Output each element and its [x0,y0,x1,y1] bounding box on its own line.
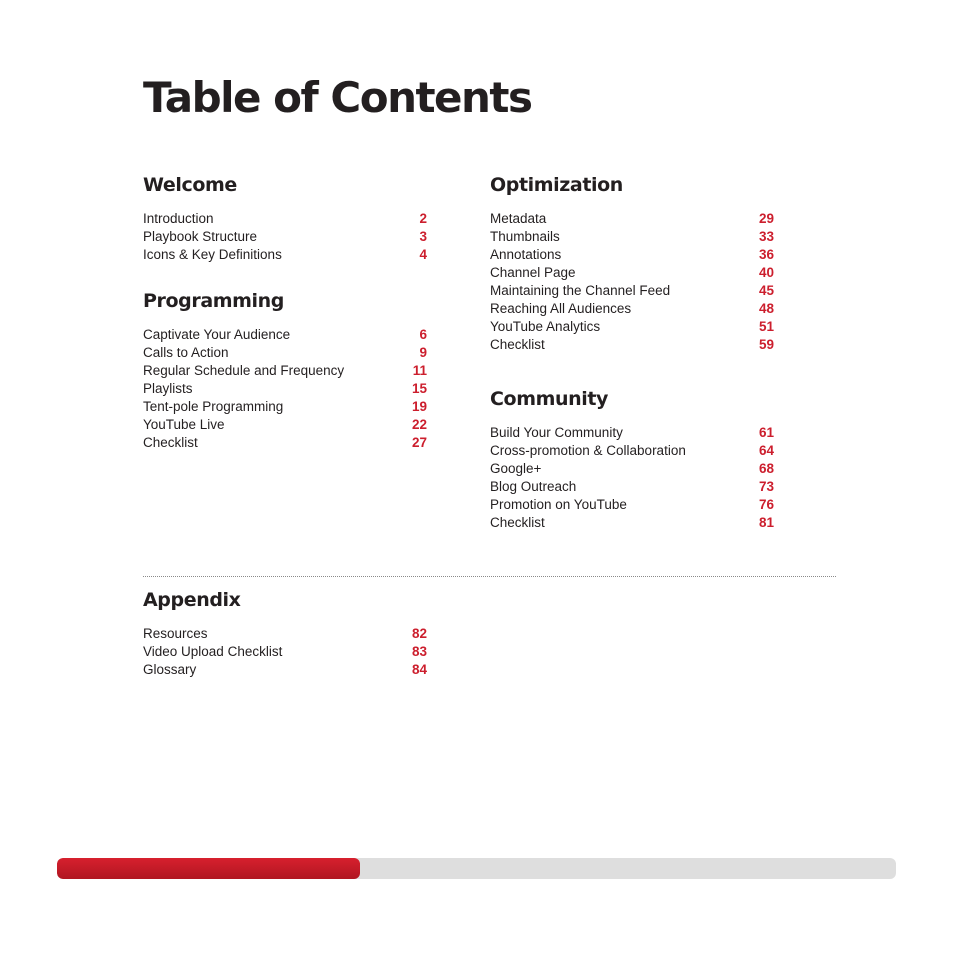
toc-entry[interactable] [490,336,774,354]
section-programming [143,289,427,452]
toc-entry-page-number: 45 [758,283,774,298]
toc-entry-page-number: 11 [412,363,427,378]
toc-entry[interactable] [490,228,774,246]
entry-list [143,625,427,679]
toc-entry-page-number: 61 [758,425,774,440]
toc-entry[interactable] [490,210,774,228]
toc-entry[interactable] [143,661,427,679]
toc-entry-page-number: 59 [758,337,774,352]
toc-entry[interactable] [143,398,427,416]
toc-entry-title: Introduction [143,211,214,226]
toc-entry[interactable] [490,460,774,478]
toc-entry-title: Regular Schedule and Frequency [143,363,345,378]
toc-entry[interactable] [143,416,427,434]
toc-entry[interactable] [490,300,774,318]
toc-entry-title: Checklist [490,337,545,352]
toc-entry-page-number: 4 [419,247,427,262]
toc-entry[interactable] [143,434,427,452]
toc-entry[interactable] [143,228,427,246]
toc-entry-title: Annotations [490,247,562,262]
toc-entry-page-number: 64 [758,443,774,458]
toc-entry[interactable] [143,326,427,344]
section-heading-appendix: Appendix [143,589,241,611]
page-title: Table of Contents [143,73,532,122]
toc-entry-title: Playbook Structure [143,229,258,244]
toc-entry-page-number: 82 [411,626,427,641]
toc-entry[interactable] [490,496,774,514]
toc-entry-title: Checklist [490,515,545,530]
toc-entry-title: Blog Outreach [490,479,577,494]
toc-entry-page-number: 84 [411,662,427,677]
toc-entry[interactable] [143,380,427,398]
toc-entry[interactable] [143,362,427,380]
entry-list [490,424,774,532]
toc-entry-page-number: 83 [411,644,427,659]
toc-entry-page-number: 15 [411,381,427,396]
section-heading-welcome: Welcome [143,174,237,196]
toc-entry[interactable] [143,625,427,643]
section-welcome [143,173,427,264]
toc-entry-title: Build Your Community [490,425,623,440]
section-divider [143,576,836,577]
toc-entry-page-number: 48 [758,301,774,316]
toc-entry-page-number: 9 [419,345,427,360]
toc-entry[interactable] [490,442,774,460]
toc-entry[interactable] [490,424,774,442]
toc-entry-title: Playlists [143,381,193,396]
toc-entry-title: YouTube Live [143,417,225,432]
section-heading-community: Community [490,388,609,410]
toc-entry-page-number: 29 [758,211,774,226]
toc-entry-page-number: 19 [411,399,427,414]
toc-entry-page-number: 73 [758,479,774,494]
toc-entry[interactable] [143,344,427,362]
entry-list [143,326,427,452]
toc-entry-page-number: 36 [758,247,774,262]
toc-entry-title: Resources [143,626,208,641]
toc-entry-title: Tent-pole Programming [143,399,284,414]
toc-entry-title: Promotion on YouTube [490,497,627,512]
toc-entry-title: Video Upload Checklist [143,644,283,659]
toc-entry[interactable] [143,210,427,228]
toc-entry-page-number: 51 [758,319,774,334]
toc-entry-page-number: 81 [758,515,774,530]
toc-entry[interactable] [490,282,774,300]
toc-entry-page-number: 76 [758,497,774,512]
toc-entry-title: Reaching All Audiences [490,301,632,316]
toc-entry-page-number: 33 [758,229,774,244]
toc-entry-title: Channel Page [490,265,576,280]
section-optimization [490,173,774,354]
toc-entry-title: Calls to Action [143,345,229,360]
toc-entry-title: YouTube Analytics [490,319,601,334]
toc-entry-title: Glossary [143,662,197,677]
section-heading-programming: Programming [143,290,284,312]
toc-entry[interactable] [490,264,774,282]
reading-progress-fill [57,858,360,879]
toc-entry-page-number: 27 [411,435,427,450]
section-appendix [143,588,427,679]
toc-entry-page-number: 6 [419,327,427,342]
toc-entry[interactable] [490,478,774,496]
toc-entry-title: Google+ [490,461,542,476]
toc-entry-page-number: 40 [758,265,774,280]
section-community [490,387,774,532]
toc-entry[interactable] [143,246,427,264]
entry-list [143,210,427,264]
reading-progress-bar [57,858,896,879]
toc-entry-page-number: 22 [411,417,427,432]
entry-list [490,210,774,354]
toc-entry[interactable] [490,514,774,532]
toc-entry-page-number: 2 [419,211,427,226]
toc-entry[interactable] [490,318,774,336]
section-heading-optimization: Optimization [490,174,623,196]
toc-entry-title: Cross-promotion & Collaboration [490,443,686,458]
toc-entry-page-number: 68 [758,461,774,476]
toc-entry-title: Checklist [143,435,198,450]
toc-entry-title: Thumbnails [490,229,560,244]
toc-entry[interactable] [490,246,774,264]
toc-entry-title: Maintaining the Channel Feed [490,283,671,298]
toc-entry[interactable] [143,643,427,661]
toc-entry-title: Metadata [490,211,547,226]
toc-entry-title: Captivate Your Audience [143,327,291,342]
toc-entry-title: Icons & Key Definitions [143,247,282,262]
toc-entry-page-number: 3 [419,229,427,244]
